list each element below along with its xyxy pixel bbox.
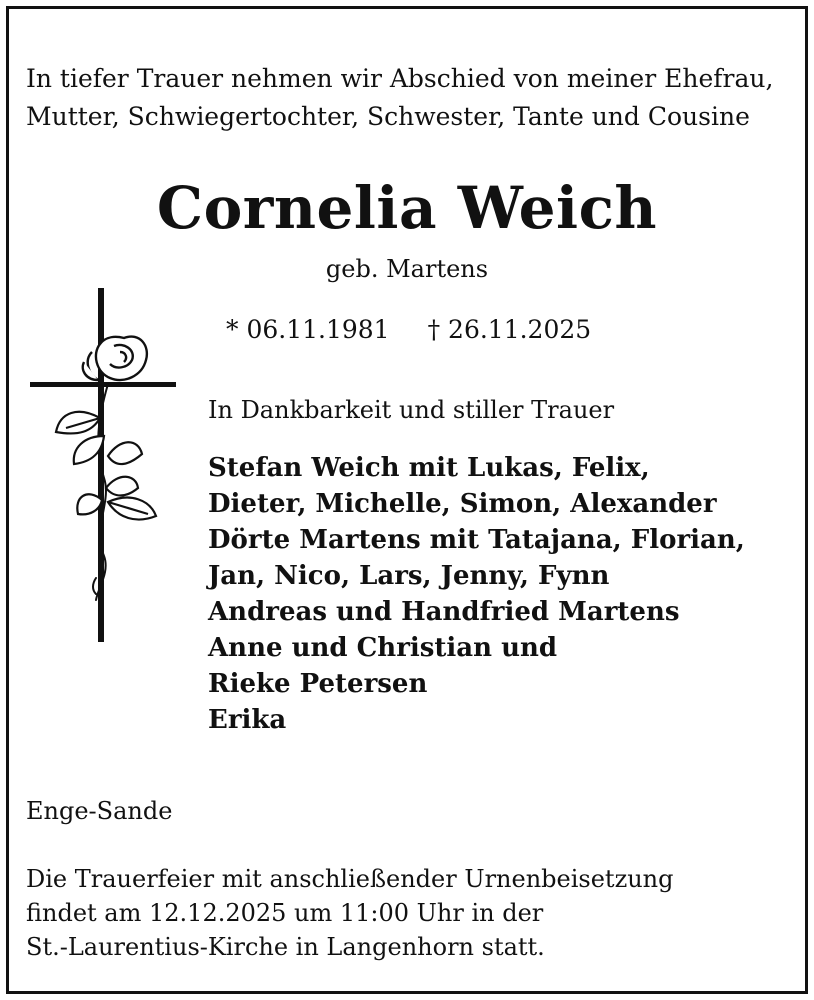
family-line: Stefan Weich mit Lukas, Felix, bbox=[208, 453, 650, 483]
family-list bbox=[208, 450, 745, 738]
family-line: Dörte Martens mit Tatajana, Florian, bbox=[208, 525, 745, 555]
thanks-line: In Dankbarkeit und stiller Trauer bbox=[208, 396, 615, 424]
life-dates bbox=[226, 312, 591, 348]
family-line: Andreas und Handfried Martens bbox=[208, 597, 680, 627]
family-line: Dieter, Michelle, Simon, Alexander bbox=[208, 489, 717, 519]
intro-text bbox=[26, 60, 796, 136]
intro-line: In tiefer Trauer nehmen wir Abschied von meiner Ehefrau, bbox=[26, 64, 774, 93]
cross-horizontal-beam bbox=[30, 382, 176, 387]
death-date: † 26.11.2025 bbox=[427, 315, 592, 344]
deceased-name: Cornelia Weich bbox=[156, 174, 658, 242]
family-line: Jan, Nico, Lars, Jenny, Fynn bbox=[208, 561, 610, 591]
service-line: Die Trauerfeier mit anschließender Urnenbeisetzung bbox=[26, 865, 674, 893]
birth-date: * 06.11.1981 bbox=[226, 315, 390, 344]
family-line: Anne und Christian und bbox=[208, 633, 558, 663]
service-line: St.-Laurentius-Kirche in Langenhorn statt. bbox=[26, 933, 545, 961]
birth-name: geb. Martens bbox=[325, 255, 489, 283]
place-name: Enge-Sande bbox=[26, 797, 173, 825]
service-info bbox=[26, 862, 673, 964]
family-line: Rieke Petersen bbox=[208, 669, 428, 699]
service-line: findet am 12.12.2025 um 11:00 Uhr in der bbox=[26, 899, 544, 927]
family-line: Erika bbox=[208, 705, 287, 735]
cross-with-rose-icon bbox=[26, 288, 182, 644]
intro-line: Mutter, Schwiegertochter, Schwester, Tante und Cousine bbox=[26, 102, 750, 131]
rose-bloom-icon bbox=[83, 337, 147, 380]
rose-leaves-icon bbox=[56, 412, 156, 520]
